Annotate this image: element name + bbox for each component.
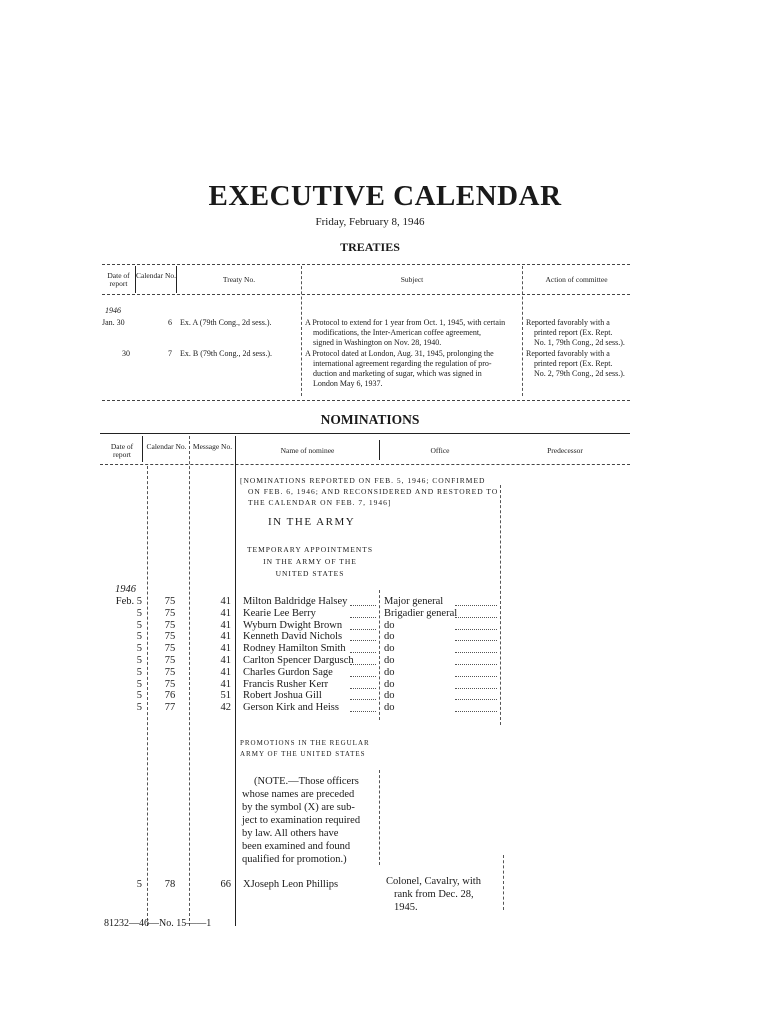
leader-dots (350, 711, 376, 712)
leader-dots (455, 676, 497, 677)
nominations-notice (240, 475, 508, 508)
col-header-calendar: Calendar No. (136, 271, 176, 280)
nomination-date: Feb. 5 (115, 596, 142, 607)
nomination-message-no: 41 (220, 666, 231, 678)
nomination-name: Robert Joshua Gill (243, 690, 322, 702)
page-title: EXECUTIVE CALENDAR (208, 180, 562, 212)
nomination-calendar-no: 78 (164, 879, 176, 890)
subject-line: modifications, the Inter-American coffee agreement, (313, 328, 482, 337)
action-line: Reported favorably with a (526, 318, 610, 327)
col-header-action: Action of committee (545, 275, 608, 284)
nomination-calendar-no: 75 (164, 678, 176, 690)
leader-dots (350, 605, 376, 606)
nomination-name: Gerson Kirk and Heiss (243, 702, 339, 714)
nomination-message-no: 41 (220, 678, 231, 690)
calendar-date: Friday, February 8, 1946 (315, 216, 425, 228)
promotion-note (242, 775, 380, 866)
divider (147, 466, 148, 926)
nomination-date: 5 (136, 619, 142, 631)
leader-dots (455, 629, 497, 630)
divider (102, 294, 630, 295)
nomination-date: 5 (136, 666, 142, 678)
leader-dots (350, 664, 376, 665)
leader-dots (350, 688, 376, 689)
col-header-message: Message No. (192, 442, 233, 451)
notice-line: THE CALENDAR ON FEB. 7, 1946] (248, 498, 392, 507)
treaty-calendar-no: 6 (168, 318, 172, 327)
nomination-calendar-no: 75 (164, 596, 176, 607)
office-line: Colonel, Cavalry, with (386, 876, 481, 887)
nomination-message-no: 41 (220, 596, 231, 607)
treaty-number: Ex. B (79th Cong., 2d sess.). (180, 349, 272, 358)
subject-line: London May 6, 1937. (313, 379, 383, 388)
divider (189, 436, 190, 926)
divider (142, 436, 143, 462)
nomination-office: do (384, 643, 395, 655)
nomination-date: 5 (136, 607, 142, 619)
note-line: qualified for promotion.) (242, 854, 347, 865)
divider (379, 590, 380, 720)
subject-line: signed in Washington on Nov. 28, 1940. (313, 338, 442, 347)
col-header-name: Name of nominee (280, 446, 335, 455)
leader-dots (455, 605, 497, 606)
nomination-name: Carlton Spencer Dargusch (243, 655, 354, 666)
treaties-heading: TREATIES (340, 240, 400, 254)
promotions-heading (240, 738, 380, 760)
note-line: been examined and found (242, 841, 351, 852)
nomination-calendar-no: 75 (164, 631, 176, 643)
nomination-name: Kearie Lee Berry (243, 607, 316, 619)
leader-dots (350, 699, 376, 700)
nominations-year: 1946 (115, 584, 136, 595)
nomination-name: Kenneth David Nichols (243, 631, 343, 643)
temporary-appointments-heading (242, 544, 378, 580)
nomination-calendar-no: 75 (164, 619, 176, 631)
nomination-office: do (384, 631, 395, 643)
leader-dots (455, 711, 497, 712)
divider (100, 433, 630, 434)
col-header-office: Office (430, 446, 450, 455)
army-heading: IN THE ARMY (268, 516, 356, 528)
nomination-message-no: 51 (220, 690, 231, 702)
divider (100, 464, 630, 465)
action-line: No. 1, 79th Cong., 2d sess.). (534, 338, 625, 347)
heading-line: TEMPORARY APPOINTMENTS (246, 545, 374, 554)
divider (235, 436, 236, 926)
note-line: (NOTE.—Those officers (254, 776, 359, 787)
nomination-date: 5 (136, 655, 142, 666)
col-header-treaty: Treaty No. (222, 275, 256, 284)
nomination-office: do (384, 678, 395, 690)
treaty-calendar-no: 7 (168, 349, 172, 358)
nomination-calendar-no: 76 (164, 690, 176, 702)
note-line: whose names are preceded (242, 789, 355, 800)
heading-line: IN THE ARMY OF THE (263, 557, 357, 566)
nomination-office: Major general (384, 596, 444, 607)
treaty-number: Ex. A (79th Cong., 2d sess.). (180, 318, 272, 327)
col-header-subject: Subject (400, 275, 424, 284)
nomination-calendar-no: 75 (164, 655, 176, 666)
nomination-office (386, 875, 500, 914)
leader-dots (455, 640, 497, 641)
divider (102, 400, 630, 401)
notice-line: ON FEB. 6, 1946; AND RECONSIDERED AND RESTORED TO (248, 487, 499, 496)
divider (102, 264, 630, 265)
treaty-subject (305, 349, 521, 389)
nomination-office: do (384, 690, 395, 702)
nomination-date: 5 (136, 631, 142, 643)
leader-dots (455, 699, 497, 700)
subject-line: duction and marketing of sugar, which was signed in (313, 369, 482, 378)
subject-line: international agreement regarding the regulation of pro- (313, 359, 492, 368)
treaty-action (526, 349, 634, 379)
col-header-date: Date of report (107, 271, 130, 288)
col-header-calendar: Calendar No. (146, 442, 187, 451)
nominations-heading: NOMINATIONS (320, 412, 420, 427)
nomination-date: 5 (136, 690, 142, 702)
divider (503, 855, 504, 910)
nomination-date: 5 (136, 879, 142, 890)
nomination-date: 5 (136, 678, 142, 690)
nomination-date: 5 (136, 702, 142, 714)
nomination-message-no: 41 (220, 631, 231, 643)
nomination-name: Charles Gurdon Sage (243, 666, 333, 678)
col-header-predecessor: Predecessor (547, 446, 583, 455)
footer-code: 81232—46—No. 15——1 (104, 918, 212, 929)
nomination-calendar-no: 77 (164, 702, 176, 714)
nomination-calendar-no: 75 (164, 607, 176, 619)
heading-line: UNITED STATES (275, 569, 345, 578)
nomination-office: do (384, 655, 395, 666)
leader-dots (455, 652, 497, 653)
nomination-message-no: 41 (220, 607, 231, 619)
action-line: printed report (Ex. Rept. (534, 328, 613, 337)
leader-dots (455, 664, 497, 665)
subject-line: A Protocol dated at London, Aug. 31, 1945, prolonging the (305, 349, 494, 358)
heading-line: ARMY OF THE UNITED STATES (240, 750, 366, 758)
treaty-date: 30 (122, 349, 130, 358)
action-line: Reported favorably with a (526, 349, 610, 358)
nomination-name: Wyburn Dwight Brown (243, 619, 343, 631)
nomination-message-no: 42 (220, 702, 231, 714)
nomination-message-no: 41 (220, 643, 231, 655)
nomination-name: Rodney Hamilton Smith (243, 643, 346, 655)
office-line: rank from Dec. 28, (394, 889, 474, 900)
divider (301, 266, 302, 396)
heading-line: PROMOTIONS IN THE REGULAR (240, 739, 370, 747)
action-line: No. 2, 79th Cong., 2d sess.). (534, 369, 625, 378)
leader-dots (350, 629, 376, 630)
nomination-date: 5 (136, 643, 142, 655)
nomination-name: Francis Rusher Kerr (243, 678, 329, 690)
note-line: ject to examination required (242, 815, 361, 826)
leader-dots (455, 617, 497, 618)
note-line: by the symbol (X) are sub- (242, 802, 355, 813)
nomination-name: XJoseph Leon Phillips (243, 879, 339, 890)
leader-dots (350, 640, 376, 641)
nomination-office: do (384, 666, 395, 678)
nomination-office: Brigadier general (384, 607, 458, 619)
leader-dots (350, 676, 376, 677)
col-header-date: Date of report (110, 442, 134, 459)
treaty-action (526, 318, 634, 348)
leader-dots (350, 617, 376, 618)
divider (522, 266, 523, 396)
nomination-calendar-no: 75 (164, 643, 176, 655)
notice-line: [NOMINATIONS REPORTED ON FEB. 5, 1946; CONFIRMED (240, 476, 486, 485)
leader-dots (350, 652, 376, 653)
nomination-office: do (384, 702, 395, 714)
note-line: by law. All others have (242, 828, 339, 839)
treaty-year: 1946 (105, 306, 121, 315)
nomination-name: Milton Baldridge Halsey (243, 596, 348, 607)
nomination-message-no: 41 (220, 655, 231, 666)
nomination-message-no: 41 (220, 619, 231, 631)
leader-dots (455, 688, 497, 689)
subject-line: A Protocol to extend for 1 year from Oct. 1, 1945, with certain (305, 318, 506, 327)
action-line: printed report (Ex. Rept. (534, 359, 613, 368)
treaty-date: Jan. 30 (102, 318, 125, 327)
nomination-message-no: 66 (220, 879, 231, 890)
office-line: 1945. (394, 902, 418, 913)
nomination-office: do (384, 619, 395, 631)
treaty-subject (305, 318, 521, 348)
divider (500, 485, 501, 725)
nomination-calendar-no: 75 (164, 666, 176, 678)
